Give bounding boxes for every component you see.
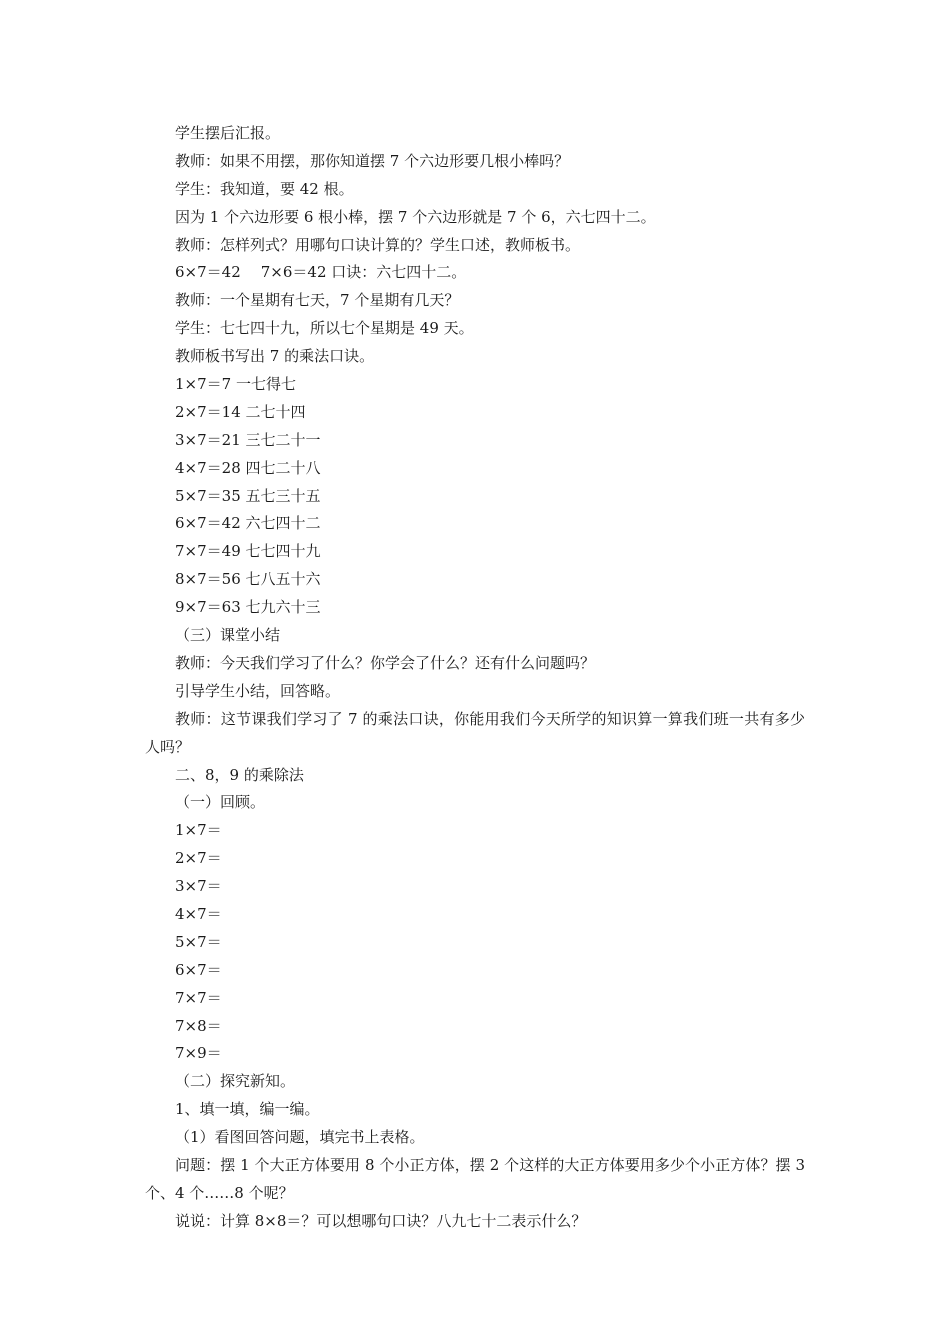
subsection-heading-explore: （二）探究新知。 (175, 1072, 296, 1091)
paragraph-say-compute: 说说：计算 8×8＝？可以想哪句口诀？八九七十二表示什么？ (175, 1211, 587, 1230)
paragraph-class-count: 教师：这节课我们学习了 7 的乘法口诀，你能用我们今天所学的知识算一算我们班一共有多少人吗？ (145, 709, 805, 756)
mnemonic-line: 8×7＝56 七八五十六 (175, 570, 321, 589)
paragraph-week-question: 教师：一个星期有七天，7 个星期有几天？ (175, 291, 460, 310)
paragraph-equations (145, 259, 805, 287)
paragraph-teacher-question: 教师：如果不用摆，那你知道摆 7 个六边形要几根小棒吗？ (175, 151, 570, 170)
paragraph-summary-question: 教师：今天我们学习了什么？你学会了什么？还有什么问题吗？ (175, 653, 596, 672)
mnemonic-line: 9×7＝63 七九六十三 (175, 598, 321, 617)
paragraph-teacher-formula: 教师：怎样列式？用哪句口诀计算的？学生口述，教师板书。 (175, 235, 581, 254)
exercise-line: 7×9＝ (175, 1044, 222, 1063)
mnemonic-line: 4×7＝28 四七二十八 (175, 458, 321, 477)
exercise-line: 1×7＝ (175, 821, 222, 840)
paragraph-summary-guide: 引导学生小结，回答略。 (175, 681, 341, 700)
paragraph-explanation: 因为 1 个六边形要 6 根小棒，摆 7 个六边形就是 7 个 6，六七四十二。 (175, 207, 656, 226)
section-heading-8-9: 二、8，9 的乘除法 (175, 765, 304, 784)
equation-b: 7×6＝42 口诀：六七四十二。 (260, 263, 467, 282)
mnemonic-line: 5×7＝35 五七三十五 (175, 486, 321, 505)
paragraph-student-report: 学生摆后汇报。 (175, 124, 281, 142)
exercise-line: 5×7＝ (175, 932, 222, 951)
exercise-line: 7×7＝ (175, 988, 222, 1007)
mnemonic-line: 6×7＝42 六七四十二 (175, 514, 321, 533)
exercise-line: 7×8＝ (175, 1016, 222, 1035)
exercise-line: 3×7＝ (175, 877, 222, 896)
mnemonic-line: 3×7＝21 三七二十一 (175, 430, 321, 449)
exercise-line: 6×7＝ (175, 960, 222, 979)
paragraph-cube-question: 问题：摆 1 个大正方体要用 8 个小正方体，摆 2 个这样的大正方体要用多少个小正方体？摆 3 个、4 个……8 个呢？ (145, 1155, 805, 1202)
equation-a: 6×7＝42 (175, 263, 241, 282)
paragraph-student-answer: 学生：我知道，要 42 根。 (175, 179, 354, 198)
paragraph-look-answer: （1）看图回答问题，填完书上表格。 (175, 1128, 425, 1147)
mnemonic-line: 7×7＝49 七七四十九 (175, 542, 321, 561)
exercise-line: 4×7＝ (175, 904, 222, 923)
paragraph-fill-compose: 1、填一填，编一编。 (175, 1100, 320, 1119)
section-heading-summary: （三）课堂小结 (175, 626, 281, 645)
mnemonic-line: 1×7＝7 一七得七 (175, 375, 296, 394)
exercise-line: 2×7＝ (175, 849, 222, 868)
document-body (145, 120, 805, 1236)
paragraph-week-answer: 学生：七七四十九，所以七个星期是 49 天。 (175, 319, 474, 338)
mnemonic-line: 2×7＝14 二七十四 (175, 402, 306, 421)
subsection-heading-review: （一）回顾。 (175, 793, 266, 812)
paragraph-board-intro: 教师板书写出 7 的乘法口诀。 (175, 347, 375, 366)
